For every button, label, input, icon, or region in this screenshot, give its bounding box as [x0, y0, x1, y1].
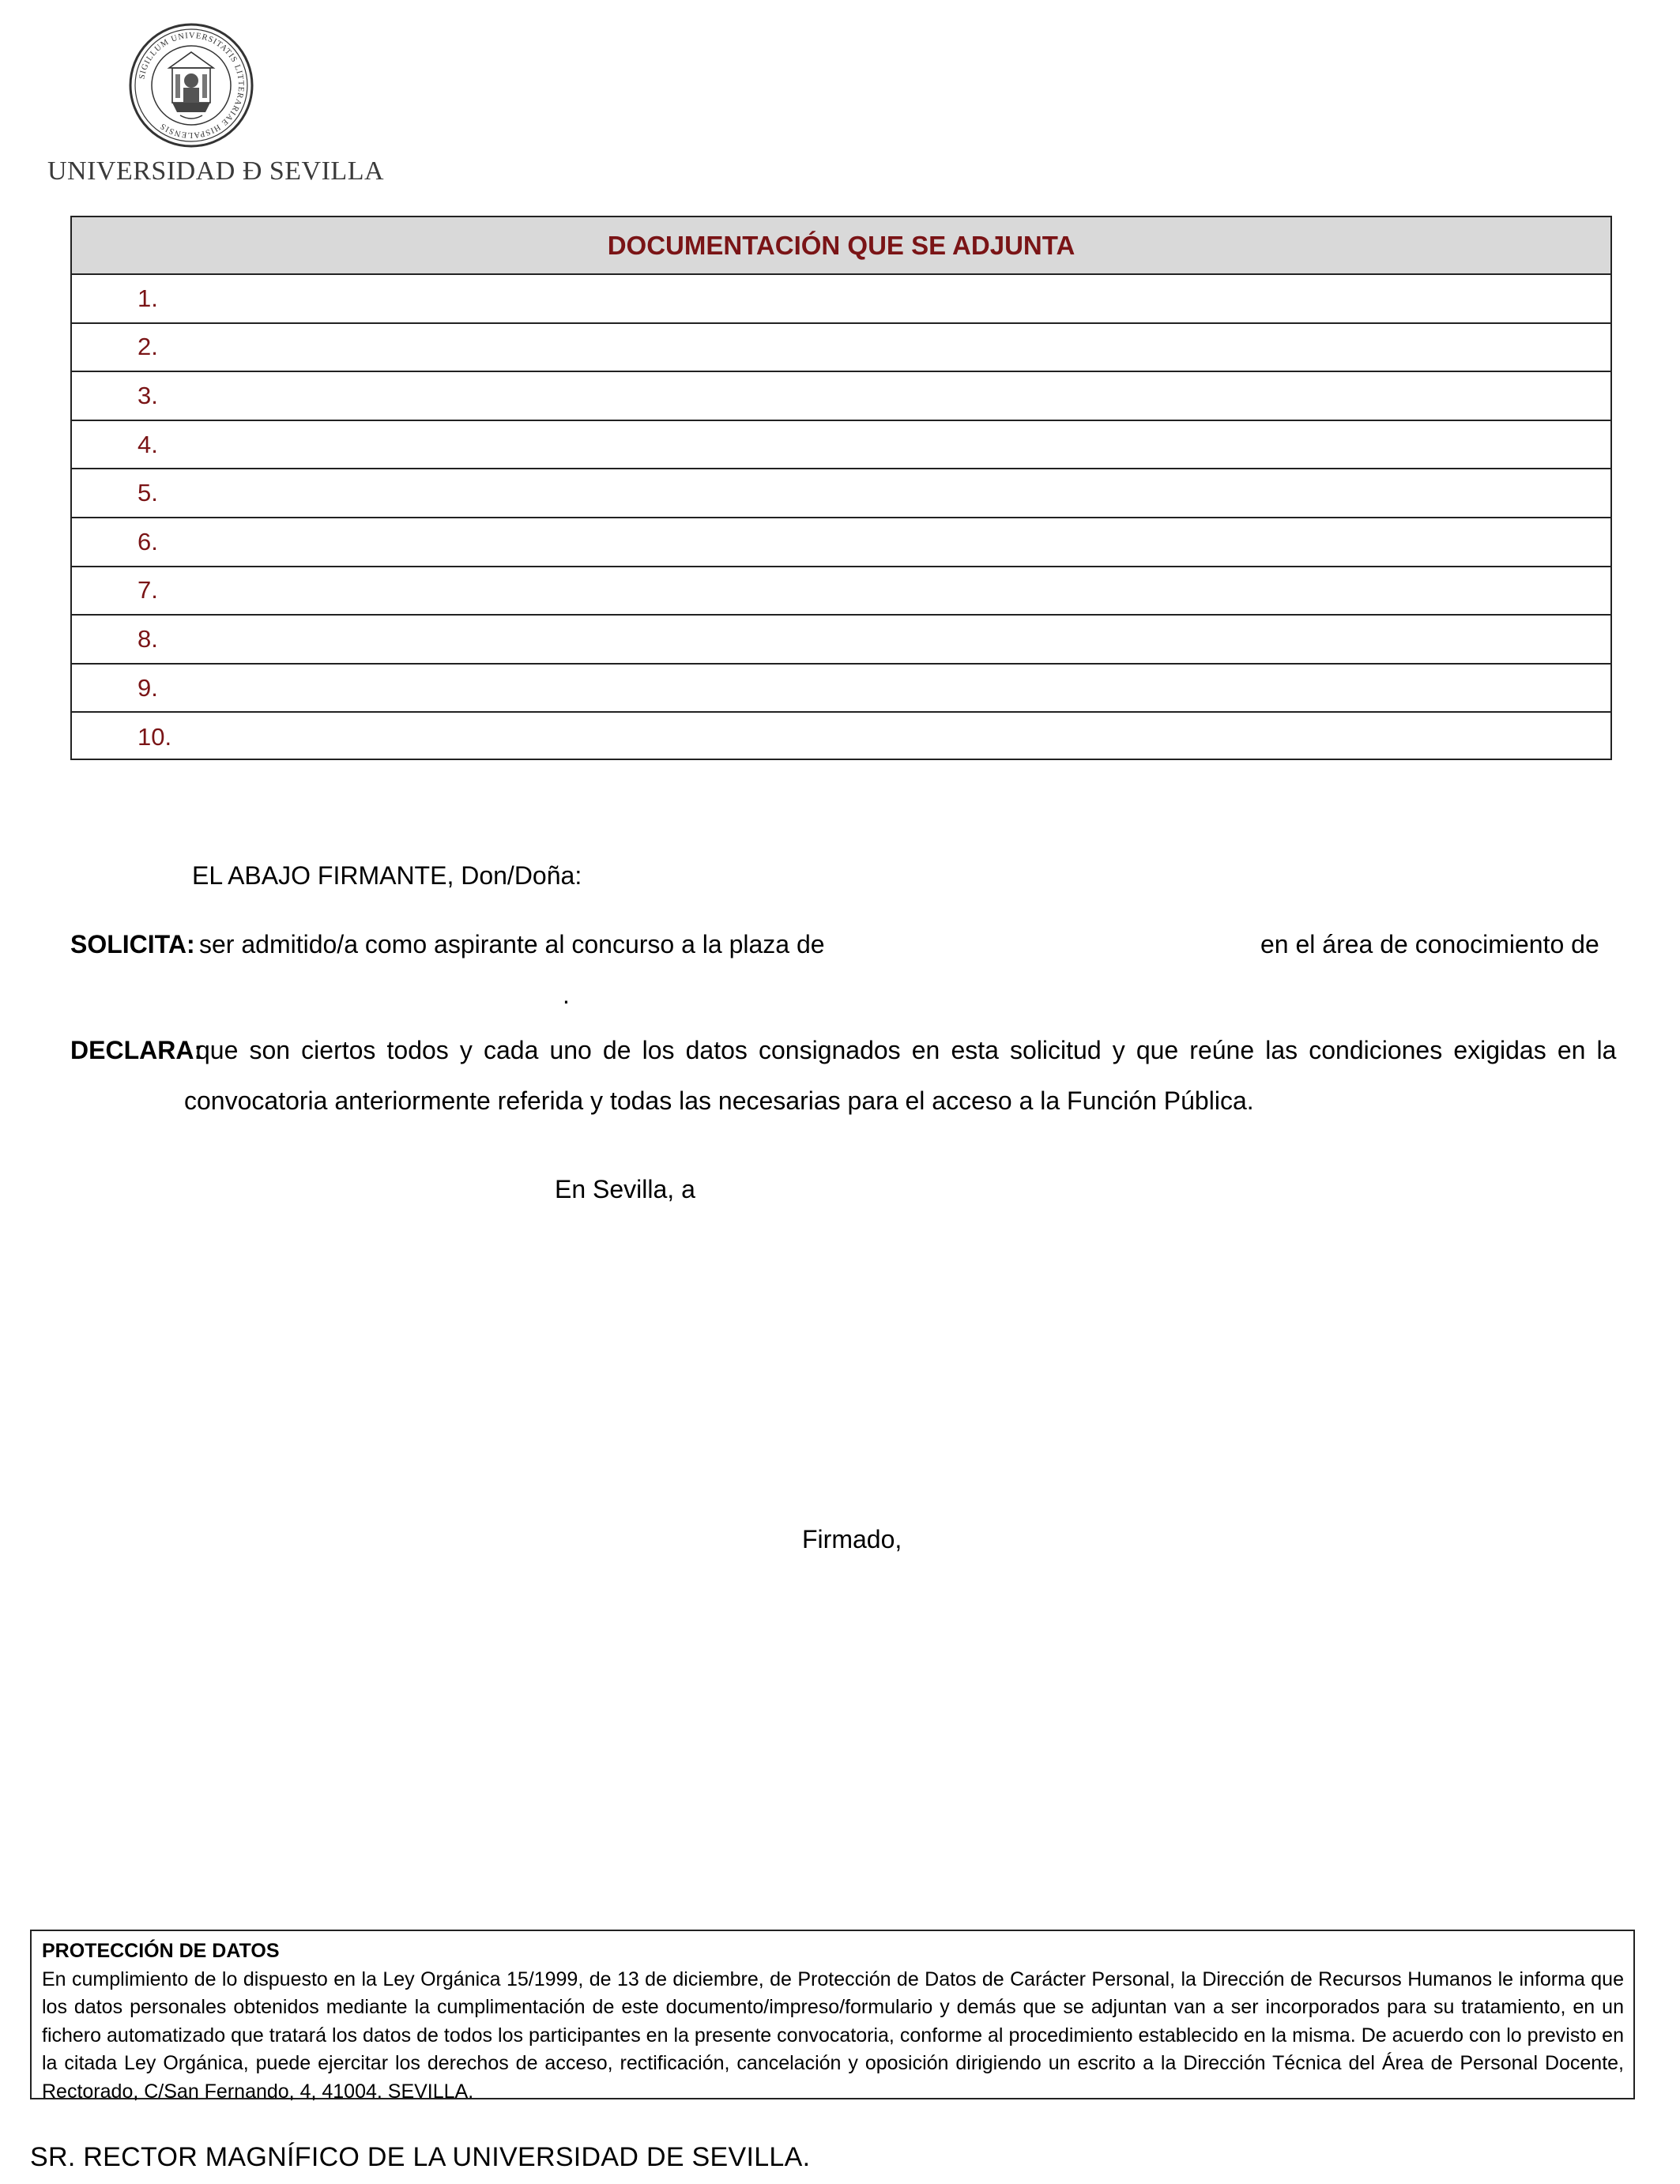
declara-label: DECLARA:	[70, 1036, 203, 1064]
row-number: 10.	[137, 723, 172, 751]
row-number: 5.	[137, 479, 158, 507]
solicita-area-text: en el área de conocimiento de	[1260, 930, 1599, 958]
declara-text-line2: convocatoria anteriormente referida y todas las necesarias para el acceso a la Función Pública.	[184, 1086, 1254, 1115]
university-seal-logo	[128, 22, 254, 149]
row-number: 8.	[137, 624, 158, 653]
row-number: 6.	[137, 527, 158, 555]
row-number: 3.	[137, 381, 158, 409]
documentation-row[interactable]	[72, 275, 1610, 324]
university-name-logo: UNIVERSIDAD Ð SEVILLA	[47, 156, 385, 186]
row-number: 1.	[137, 284, 158, 312]
documentation-row[interactable]	[72, 616, 1610, 665]
data-protection-title: PROTECCIÓN DE DATOS	[42, 1940, 280, 1962]
declara-text-line1: que son ciertos todos y cada uno de los datos consignados en esta solicitud y que reúne las condiciones exigidas en la	[196, 1036, 1617, 1064]
documentation-table-title: DOCUMENTACIÓN QUE SE ADJUNTA	[72, 217, 1610, 275]
documentation-row[interactable]	[72, 421, 1610, 470]
solicita-text: ser admitido/a como aspirante al concurso a la plaza de	[199, 930, 825, 958]
documentation-row[interactable]	[72, 567, 1610, 616]
solicita-end-period: .	[563, 981, 570, 1009]
documentation-row[interactable]	[72, 518, 1610, 567]
signer-label: EL ABAJO FIRMANTE, Don/Doña:	[192, 861, 582, 890]
documentation-row[interactable]	[72, 713, 1610, 762]
data-protection-text: En cumplimiento de lo dispuesto en la Ley Orgánica 15/1999, de 13 de diciembre, de Protección de Datos de Carácter Personal, la Dirección de Recursos Humanos le informa que los datos personales obtenidos mediante la cumplimentación de este documento/impreso/formulario y demás que se adjuntan van a ser incorporados para su tratamiento, en un fichero automatizado que tratará los datos de todos los participantes en la presente convocatoria, conforme al procedimiento establecido en la misma. De acuerdo con lo previsto en la citada Ley Orgánica, puede ejercitar los derechos de acceso, rectificación, cancelación y oposición dirigiendo un escrito a la Dirección Técnica del Área de Personal Docente, Rectorado, C/San Fernando, 4, 41004. SEVILLA.	[42, 1967, 1624, 2103]
documentation-table	[70, 216, 1612, 760]
row-number: 2.	[137, 333, 158, 361]
place-date-label: En Sevilla, a	[555, 1175, 695, 1203]
documentation-row[interactable]	[72, 469, 1610, 518]
documentation-row[interactable]	[72, 372, 1610, 421]
documentation-row[interactable]	[72, 665, 1610, 714]
addressee-footer: SR. RECTOR MAGNÍFICO DE LA UNIVERSIDAD DE SEVILLA.	[30, 2142, 811, 2172]
row-number: 7.	[137, 576, 158, 604]
solicita-label: SOLICITA:	[70, 930, 195, 958]
row-number: 9.	[137, 673, 158, 702]
svg-text:SIGILLUM UNIVERSITATIS LITTERA: SIGILLUM UNIVERSITATIS LITTERARIAE HISPALENSIS	[137, 31, 246, 140]
documentation-row[interactable]	[72, 324, 1610, 373]
data-protection-box	[30, 1930, 1635, 2103]
signature-label: Firmado,	[802, 1525, 902, 1553]
row-number: 4.	[137, 430, 158, 458]
